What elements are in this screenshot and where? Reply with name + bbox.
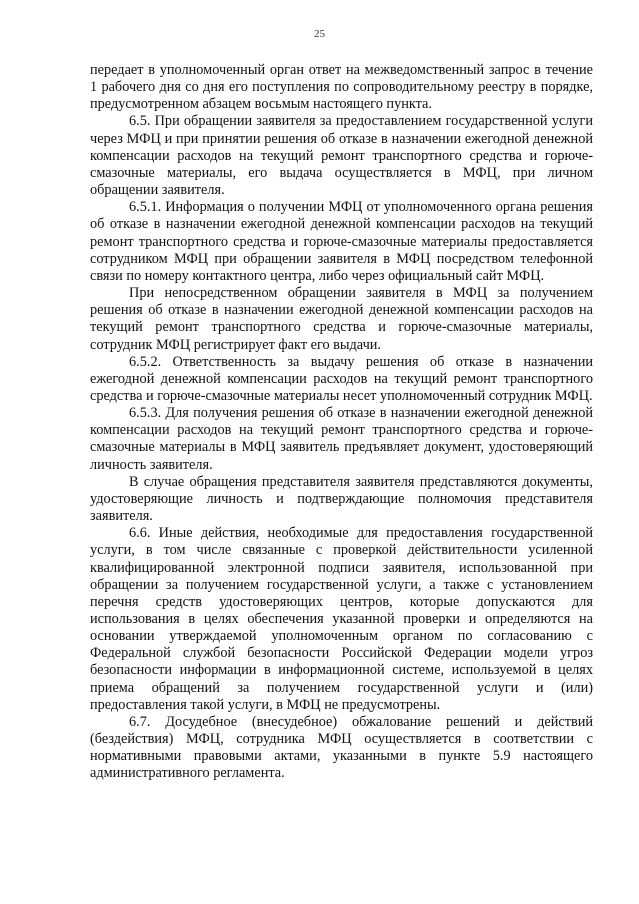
paragraph-6-5-3-representative: В случае обращения представителя заявителя представляются документы, удостоверяющие личность и подтверждающие полномочия представителя заявителя.: [90, 473, 593, 525]
paragraph-6-5-3: 6.5.3. Для получения решения об отказе в назначении ежегодной денежной компенсации расходов на текущий ремонт транспортного средства и горюче-смазочные материалы в МФЦ заявитель предъявляет документ, удостоверяющий личность заявителя.: [90, 405, 593, 473]
document-body: [90, 62, 593, 783]
paragraph-6-5-1-direct-visit: При непосредственном обращении заявителя в МФЦ за получением решения об отказе в назначении ежегодной денежной компенсации расходов на текущий ремонт транспортного средства и горюче-смазочные материалы, сотрудник МФЦ регистрирует факт его выдачи.: [90, 285, 593, 353]
paragraph-6-5: 6.5. При обращении заявителя за предоставлением государственной услуги через МФЦ и при принятии решения об отказе в назначении ежегодной денежной компенсации расходов на текущий ремонт транспортного средства и горюче-смазочные материалы, его выдача осуществляется в МФЦ, при личном обращении заявителя.: [90, 113, 593, 199]
paragraph-6-5-2: 6.5.2. Ответственность за выдачу решения об отказе в назначении ежегодной денежной компенсации расходов на текущий ремонт транспортного средства и горюче-смазочные материалы несет уполномоченный сотрудник МФЦ.: [90, 353, 593, 404]
paragraph-6-6: 6.6. Иные действия, необходимые для предоставления государственной услуги, в том числе связанные с проверкой действительности усиленной квалифицированной электронной подписи заявителя, использованной при обращении за получением государственной услуги, а также с установлением перечня средств удостоверяющих центров, которые допускаются для использования в целях обеспечения указанной проверки и определяются на основании утверждаемой уполномоченным органом по согласованию с Федеральной службой безопасности Российской Федерации модели угроз безопасности информации в информационной системе, используемой в целях приема обращений за получением государственной услуги и (или) предоставления такой услуги, в МФЦ не предусмотрены.: [90, 525, 593, 713]
paragraph-6-5-1: 6.5.1. Информация о получении МФЦ от уполномоченного органа решения об отказе в назначении ежегодной денежной компенсации расходов на текущий ремонт транспортного средства и горюче-смазочные материалы предоставляется сотрудником МФЦ при обращении заявителя в МФЦ посредством телефонной связи по номеру контактного центра, либо через официальный сайт МФЦ.: [90, 199, 593, 284]
paragraph-6-7: 6.7. Досудебное (внесудебное) обжалование решений и действий (бездействия) МФЦ, сотрудника МФЦ осуществляется в соответствии с нормативными правовыми актами, указанными в пункте 5.9 настоящего административного регламента.: [90, 713, 593, 782]
page-number: 25: [314, 28, 325, 40]
paragraph-continuation: передает в уполномоченный орган ответ на межведомственный запрос в течение 1 рабочего дня со дня его поступления по сопроводительному реестру в порядке, предусмотренном абзацем восьмым настоящего пункта.: [90, 62, 593, 113]
